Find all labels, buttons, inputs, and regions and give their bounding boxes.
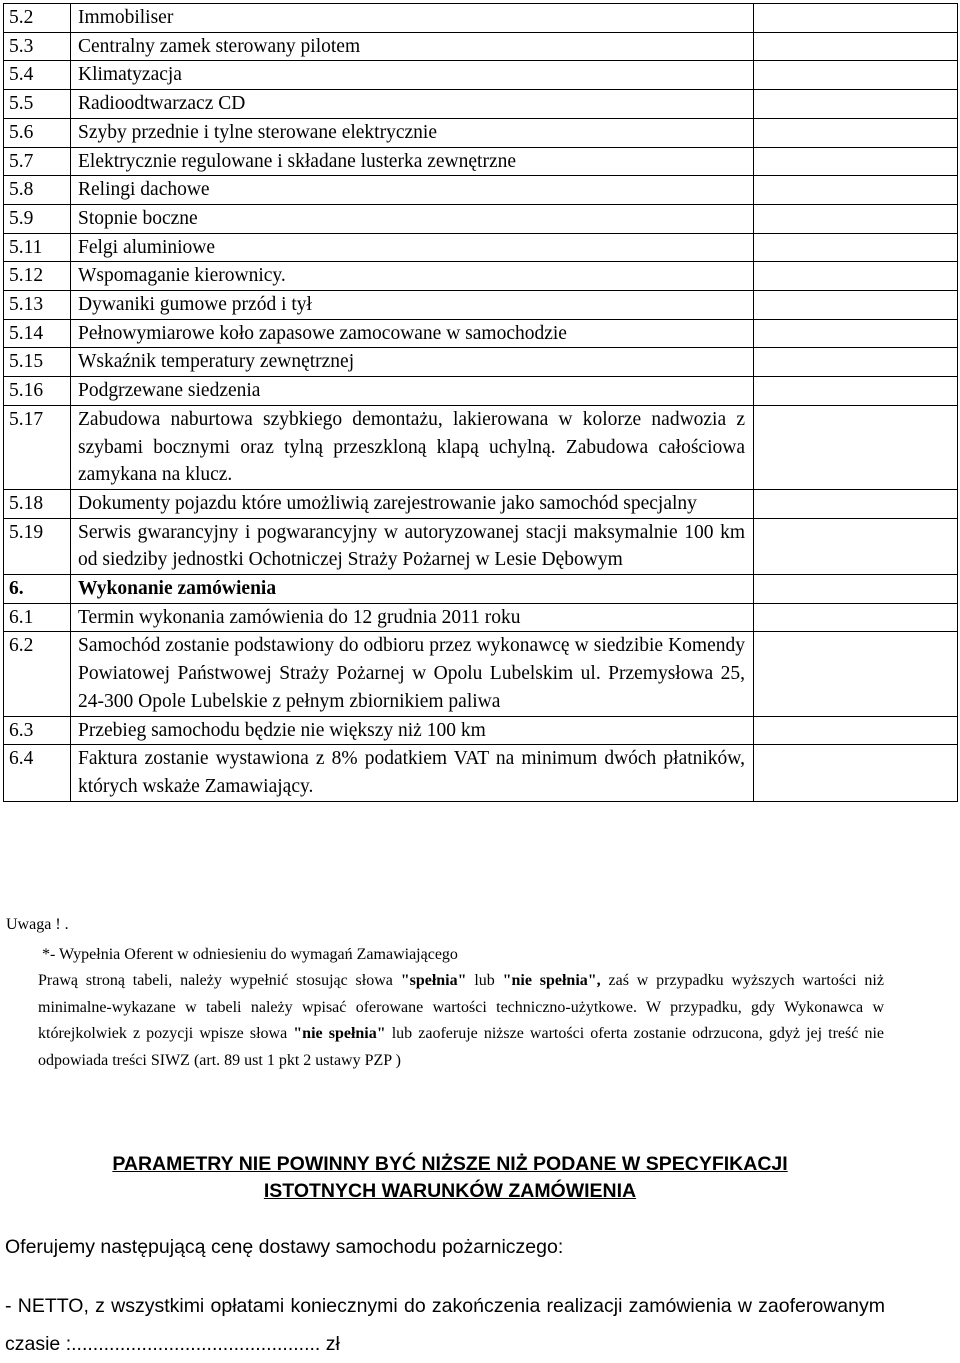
row-number: 5.5 — [4, 90, 71, 119]
parameters-heading-line-2: ISTOTNYCH WARUNKÓW ZAMÓWIENIA — [263, 1180, 637, 1202]
answer-cell[interactable] — [754, 377, 958, 406]
answer-cell[interactable] — [754, 262, 958, 291]
row-number: 6.2 — [4, 632, 71, 716]
answer-cell[interactable] — [754, 4, 958, 33]
table-row — [4, 603, 958, 632]
row-number: 5.2 — [4, 4, 71, 33]
note-text-d: lub zaoferuje niższe wartości oferta zostanie odrzucona, gdyż jej treść nie odpowiada treści SIWZ (art. 89 ust 1 pkt 2 ustawy PZP ) — [38, 1025, 884, 1069]
table-row — [4, 632, 958, 716]
answer-cell[interactable] — [754, 632, 958, 716]
table-row — [4, 61, 958, 90]
row-number: 6. — [4, 575, 71, 604]
table-row — [4, 716, 958, 745]
row-description: Wskaźnik temperatury zewnętrznej — [71, 348, 754, 377]
note-line-1: *- Wypełnia Oferent w odniesieniu do wymagań Zamawiającego — [42, 946, 458, 963]
note-quote-nie-spelnia: "nie spełnia", — [502, 972, 601, 990]
row-description: Wykonanie zamówienia — [71, 575, 754, 604]
row-description: Samochód zostanie podstawiony do odbioru przez wykonawcę w siedzibie Komendy Powiatowej Państwowej Straży Pożarnej w Opolu Lubelskim ul. Przemysłowa 25, 24-300 Opole Lubelskie z pełnym zbiornikiem paliwa — [71, 632, 754, 716]
table-row — [4, 4, 958, 33]
row-number: 5.16 — [4, 377, 71, 406]
row-number: 6.4 — [4, 745, 71, 801]
specification-table — [3, 3, 958, 802]
table-row — [4, 518, 958, 574]
offer-intro: Oferujemy następującą cenę dostawy samochodu pożarniczego: — [5, 1236, 564, 1258]
table-row — [4, 575, 958, 604]
row-description: Klimatyzacja — [71, 61, 754, 90]
row-description: Serwis gwarancyjny i pogwarancyjny w autoryzowanej stacji maksymalnie 100 km od siedziby jednostki Ochotniczej Straży Pożarnej w Lesie Dębowym — [71, 518, 754, 574]
table-row — [4, 319, 958, 348]
note-quote-spelnia: "spełnia" — [400, 972, 467, 990]
answer-cell[interactable] — [754, 348, 958, 377]
table-row — [4, 745, 958, 801]
row-description: Termin wykonania zamówienia do 12 grudnia 2011 roku — [71, 603, 754, 632]
row-number: 5.4 — [4, 61, 71, 90]
answer-cell[interactable] — [754, 405, 958, 489]
note-text-b: lub — [466, 972, 503, 990]
table-row — [4, 405, 958, 489]
row-description: Szyby przednie i tylne sterowane elektrycznie — [71, 118, 754, 147]
answer-cell[interactable] — [754, 61, 958, 90]
table-row — [4, 176, 958, 205]
answer-cell[interactable] — [754, 118, 958, 147]
note-quote-nie-spelnia-2: "nie spełnia" — [293, 1025, 386, 1043]
row-description: Centralny zamek sterowany pilotem — [71, 32, 754, 61]
row-description: Immobiliser — [71, 4, 754, 33]
answer-cell[interactable] — [754, 575, 958, 604]
row-number: 5.12 — [4, 262, 71, 291]
table-row — [4, 291, 958, 320]
row-number: 5.9 — [4, 204, 71, 233]
row-number: 5.6 — [4, 118, 71, 147]
row-description: Felgi aluminiowe — [71, 233, 754, 262]
row-description: Dokumenty pojazdu które umożliwią zarejestrowanie jako samochód specjalny — [71, 489, 754, 518]
row-description: Relingi dachowe — [71, 176, 754, 205]
answer-cell[interactable] — [754, 518, 958, 574]
row-number: 5.19 — [4, 518, 71, 574]
note-block — [38, 942, 884, 1074]
answer-cell[interactable] — [754, 176, 958, 205]
row-description: Podgrzewane siedzenia — [71, 377, 754, 406]
row-number: 5.18 — [4, 489, 71, 518]
row-description: Pełnowymiarowe koło zapasowe zamocowane w samochodzie — [71, 319, 754, 348]
row-description: Stopnie boczne — [71, 204, 754, 233]
table-row — [4, 32, 958, 61]
row-number: 5.13 — [4, 291, 71, 320]
answer-cell[interactable] — [754, 603, 958, 632]
row-description: Przebieg samochodu będzie nie większy niż 100 km — [71, 716, 754, 745]
note-paragraph — [38, 968, 884, 1074]
answer-cell[interactable] — [754, 147, 958, 176]
table-row — [4, 233, 958, 262]
parameters-heading-line-1: PARAMETRY NIE POWINNY BYĆ NIŻSZE NIŻ PODANE W SPECYFIKACJI — [112, 1153, 788, 1175]
row-number: 6.1 — [4, 603, 71, 632]
table-row — [4, 262, 958, 291]
row-description: Dywaniki gumowe przód i tył — [71, 291, 754, 320]
row-description: Elektrycznie regulowane i składane lusterka zewnętrzne — [71, 147, 754, 176]
row-number: 5.8 — [4, 176, 71, 205]
note-text-c: zaś w przypadku wyższych wartości niż minimalne-wykazane w tabeli należy wpisać oferowane wartości techniczno-użytkowe. W przypadku, gdy Wykonawca w którejkolwiek z pozycji wpisze słowa — [38, 972, 884, 1043]
answer-cell[interactable] — [754, 489, 958, 518]
row-number: 5.14 — [4, 319, 71, 348]
table-row — [4, 118, 958, 147]
table-row — [4, 489, 958, 518]
row-description: Zabudowa naburtowa szybkiego demontażu, lakierowana w kolorze nadwozia z szybami bocznymi oraz tylną przeszkloną klapą uchylną. Zabudowa całościowa zamykana na klucz. — [71, 405, 754, 489]
answer-cell[interactable] — [754, 716, 958, 745]
row-description: Faktura zostanie wystawiona z 8% podatkiem VAT na minimum dwóch płatników, których wskaże Zamawiający. — [71, 745, 754, 801]
row-number: 5.7 — [4, 147, 71, 176]
table-row — [4, 90, 958, 119]
answer-cell[interactable] — [754, 745, 958, 801]
offer-netto-line: - NETTO, z wszystkimi opłatami koniecznymi do zakończenia realizacji zamówienia w zaoferowanym czasie :.............................................. zł — [5, 1295, 885, 1355]
answer-cell[interactable] — [754, 291, 958, 320]
row-number: 5.11 — [4, 233, 71, 262]
row-description: Wspomaganie kierownicy. — [71, 262, 754, 291]
answer-cell[interactable] — [754, 319, 958, 348]
table-row — [4, 377, 958, 406]
row-description: Radioodtwarzacz CD — [71, 90, 754, 119]
row-number: 6.3 — [4, 716, 71, 745]
table-row — [4, 348, 958, 377]
parameters-heading — [0, 1151, 900, 1205]
table-row — [4, 147, 958, 176]
answer-cell[interactable] — [754, 204, 958, 233]
answer-cell[interactable] — [754, 90, 958, 119]
note-label: Uwaga ! . — [6, 916, 69, 933]
specification-table-body — [4, 4, 958, 802]
note-text-a: Prawą stroną tabeli, należy wypełnić stosując słowa — [38, 972, 401, 990]
table-row — [4, 204, 958, 233]
row-number: 5.3 — [4, 32, 71, 61]
answer-cell[interactable] — [754, 32, 958, 61]
row-number: 5.15 — [4, 348, 71, 377]
answer-cell[interactable] — [754, 233, 958, 262]
row-number: 5.17 — [4, 405, 71, 489]
